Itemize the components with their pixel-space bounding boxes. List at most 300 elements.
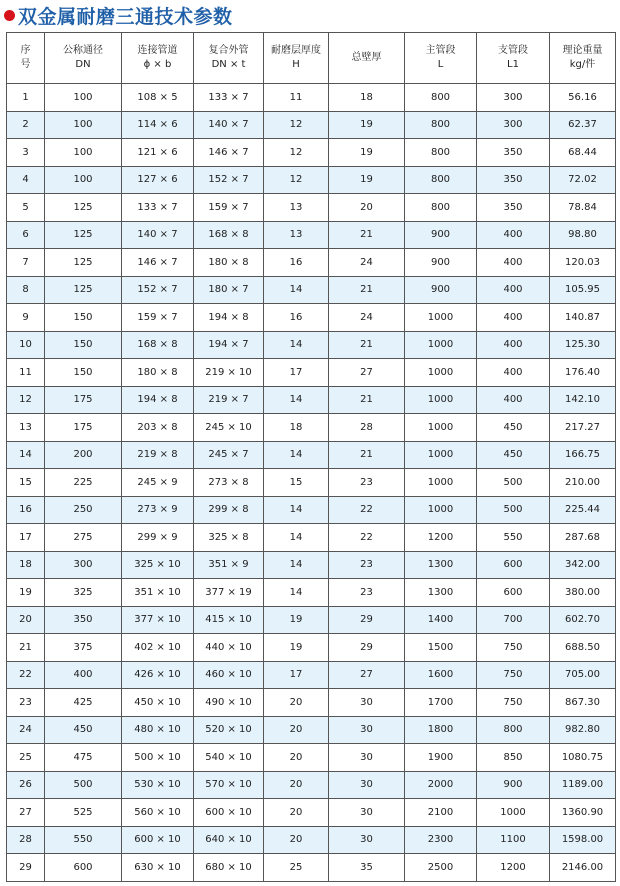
table-cell: 1500 (405, 634, 477, 662)
column-header-line: 耐磨层厚度 (271, 45, 321, 56)
table-cell: 19 (329, 166, 405, 194)
table-cell: 16 (7, 496, 45, 524)
table-cell: 26 (7, 771, 45, 799)
table-cell: 2500 (405, 854, 477, 882)
table-cell: 203 × 8 (122, 414, 194, 442)
table-row (7, 826, 616, 854)
table-cell: 219 × 8 (122, 441, 194, 469)
table-cell: 19 (264, 634, 329, 662)
table-cell: 300 (477, 84, 550, 112)
table-cell: 500 × 10 (122, 744, 194, 772)
table-cell: 24 (7, 716, 45, 744)
table-cell: 176.40 (550, 359, 616, 387)
table-cell: 13 (264, 194, 329, 222)
table-cell: 300 (477, 111, 550, 139)
table-cell: 490 × 10 (194, 689, 264, 717)
table-cell: 17 (264, 661, 329, 689)
table-cell: 400 (477, 304, 550, 332)
table-cell: 540 × 10 (194, 744, 264, 772)
table-cell: 12 (264, 166, 329, 194)
column-header-line: H (292, 59, 300, 70)
table-cell: 1300 (405, 579, 477, 607)
table-cell: 133 × 7 (194, 84, 264, 112)
column-header-line: 主管段 (425, 45, 456, 56)
table-cell: 30 (329, 771, 405, 799)
table-cell: 21 (329, 276, 405, 304)
table-row (7, 689, 616, 717)
table-cell: 450 (45, 716, 122, 744)
table-cell: 22 (329, 496, 405, 524)
table-cell: 98.80 (550, 221, 616, 249)
table-cell: 152 × 7 (194, 166, 264, 194)
table-cell: 105.95 (550, 276, 616, 304)
table-cell: 14 (264, 579, 329, 607)
table-cell: 100 (45, 166, 122, 194)
table-row (7, 771, 616, 799)
table-cell: 273 × 9 (122, 496, 194, 524)
table-cell: 125.30 (550, 331, 616, 359)
table-cell: 500 (477, 469, 550, 497)
table-cell: 1700 (405, 689, 477, 717)
table-row (7, 744, 616, 772)
table-cell: 600 (477, 551, 550, 579)
table-cell: 400 (477, 221, 550, 249)
column-header-line: 公称通径 (63, 45, 103, 56)
table-cell: 146 × 7 (194, 139, 264, 167)
table-row (7, 194, 616, 222)
spec-table (6, 32, 616, 882)
table-cell: 100 (45, 111, 122, 139)
column-header (550, 33, 616, 84)
table-cell: 180 × 7 (194, 276, 264, 304)
table-cell: 570 × 10 (194, 771, 264, 799)
table-cell: 28 (329, 414, 405, 442)
table-cell: 12 (7, 386, 45, 414)
table-cell: 17 (264, 359, 329, 387)
table-cell: 4 (7, 166, 45, 194)
column-header-line: 序 (20, 45, 31, 56)
table-row (7, 716, 616, 744)
table-cell: 19 (329, 111, 405, 139)
column-header-line: DN (75, 59, 91, 70)
table-cell: 800 (405, 194, 477, 222)
table-cell: 351 × 9 (194, 551, 264, 579)
table-cell: 127 × 6 (122, 166, 194, 194)
table-cell: 377 × 10 (122, 606, 194, 634)
table-cell: 2300 (405, 826, 477, 854)
table-cell: 30 (329, 716, 405, 744)
column-header-line: 理论重量 (562, 45, 603, 56)
table-cell: 1000 (405, 304, 477, 332)
table-cell: 62.37 (550, 111, 616, 139)
table-cell: 35 (329, 854, 405, 882)
column-header-line: 连接管道 (137, 45, 178, 56)
table-cell: 142.10 (550, 386, 616, 414)
table-cell: 1200 (405, 524, 477, 552)
table-cell: 900 (405, 276, 477, 304)
table-row (7, 331, 616, 359)
table-cell: 3 (7, 139, 45, 167)
table-cell: 10 (7, 331, 45, 359)
table-row (7, 304, 616, 332)
table-cell: 1600 (405, 661, 477, 689)
column-header-line: 复合外管 (208, 45, 249, 56)
table-cell: 17 (7, 524, 45, 552)
table-row (7, 139, 616, 167)
page-title: 双金属耐磨三通技术参数 (18, 5, 233, 28)
table-cell: 400 (477, 331, 550, 359)
title-bar (4, 2, 233, 28)
table-cell: 800 (405, 139, 477, 167)
table-cell: 750 (477, 689, 550, 717)
table-cell: 120.03 (550, 249, 616, 277)
table-cell: 5 (7, 194, 45, 222)
table-cell: 1400 (405, 606, 477, 634)
table-cell: 450 (477, 414, 550, 442)
table-cell: 350 (45, 606, 122, 634)
table-cell: 217.27 (550, 414, 616, 442)
table-cell: 20 (264, 826, 329, 854)
column-header (45, 33, 122, 84)
table-cell: 245 × 7 (194, 441, 264, 469)
table-cell: 20 (264, 716, 329, 744)
table-cell: 19 (7, 579, 45, 607)
table-cell: 402 × 10 (122, 634, 194, 662)
column-header-line: ϕ × b (143, 59, 172, 70)
table-cell: 550 (45, 826, 122, 854)
column-header-line: L (437, 59, 444, 70)
table-cell: 133 × 7 (122, 194, 194, 222)
table-cell: 225 (45, 469, 122, 497)
column-header (264, 33, 329, 84)
table-cell: 78.84 (550, 194, 616, 222)
table-cell: 688.50 (550, 634, 616, 662)
table-cell: 350 (477, 194, 550, 222)
table-row (7, 469, 616, 497)
table-cell: 480 × 10 (122, 716, 194, 744)
table-cell: 1900 (405, 744, 477, 772)
table-cell: 180 × 8 (194, 249, 264, 277)
table-cell: 500 (45, 771, 122, 799)
table-cell: 14 (264, 524, 329, 552)
table-cell: 30 (329, 689, 405, 717)
table-cell: 400 (477, 386, 550, 414)
table-cell: 68.44 (550, 139, 616, 167)
table-cell: 680 × 10 (194, 854, 264, 882)
table-cell: 15 (264, 469, 329, 497)
table-cell: 21 (329, 221, 405, 249)
table-cell: 1000 (405, 331, 477, 359)
table-cell: 440 × 10 (194, 634, 264, 662)
table-cell: 159 × 7 (122, 304, 194, 332)
table-cell: 14 (7, 441, 45, 469)
table-cell: 1598.00 (550, 826, 616, 854)
table-cell: 20 (329, 194, 405, 222)
table-row (7, 551, 616, 579)
column-header (405, 33, 477, 84)
table-cell: 28 (7, 826, 45, 854)
table-cell: 275 (45, 524, 122, 552)
table-row (7, 524, 616, 552)
table-cell: 194 × 8 (194, 304, 264, 332)
table-cell: 600 × 10 (122, 826, 194, 854)
table-cell: 2146.00 (550, 854, 616, 882)
table-cell: 400 (477, 359, 550, 387)
table-cell: 30 (329, 799, 405, 827)
table-cell: 114 × 6 (122, 111, 194, 139)
column-header-line: L1 (507, 59, 519, 70)
table-cell: 500 (477, 496, 550, 524)
table-cell: 560 × 10 (122, 799, 194, 827)
table-cell: 1000 (405, 441, 477, 469)
table-cell: 27 (329, 359, 405, 387)
column-header-line: 总壁厚 (351, 52, 382, 63)
table-cell: 21 (329, 331, 405, 359)
table-cell: 1100 (477, 826, 550, 854)
table-cell: 168 × 8 (122, 331, 194, 359)
table-cell: 2100 (405, 799, 477, 827)
table-cell: 56.16 (550, 84, 616, 112)
table-cell: 475 (45, 744, 122, 772)
table-cell: 21 (7, 634, 45, 662)
table-cell: 342.00 (550, 551, 616, 579)
table-cell: 800 (405, 166, 477, 194)
table-cell: 426 × 10 (122, 661, 194, 689)
table-cell: 166.75 (550, 441, 616, 469)
table-cell: 219 × 7 (194, 386, 264, 414)
table-cell: 377 × 19 (194, 579, 264, 607)
column-header (477, 33, 550, 84)
table-cell: 299 × 9 (122, 524, 194, 552)
table-row (7, 359, 616, 387)
table-cell: 525 (45, 799, 122, 827)
table-cell: 705.00 (550, 661, 616, 689)
table-cell: 400 (45, 661, 122, 689)
table-cell: 25 (7, 744, 45, 772)
table-cell: 300 (45, 551, 122, 579)
table-cell: 72.02 (550, 166, 616, 194)
table-cell: 168 × 8 (194, 221, 264, 249)
table-cell: 20 (264, 689, 329, 717)
table-cell: 29 (7, 854, 45, 882)
table-cell: 982.80 (550, 716, 616, 744)
table-cell: 24 (329, 304, 405, 332)
table-cell: 450 (477, 441, 550, 469)
table-cell: 14 (264, 441, 329, 469)
table-cell: 175 (45, 414, 122, 442)
table-cell: 100 (45, 84, 122, 112)
table-row (7, 606, 616, 634)
table-cell: 640 × 10 (194, 826, 264, 854)
table-cell: 20 (7, 606, 45, 634)
table-cell: 21 (329, 441, 405, 469)
table-cell: 800 (405, 84, 477, 112)
table-cell: 30 (329, 826, 405, 854)
table-row (7, 441, 616, 469)
table-row (7, 276, 616, 304)
table-cell: 700 (477, 606, 550, 634)
table-cell: 125 (45, 194, 122, 222)
table-cell: 152 × 7 (122, 276, 194, 304)
table-cell: 29 (329, 606, 405, 634)
table-cell: 23 (329, 551, 405, 579)
table-cell: 1 (7, 84, 45, 112)
table-cell: 194 × 8 (122, 386, 194, 414)
table-cell: 1800 (405, 716, 477, 744)
table-row (7, 854, 616, 882)
table-row (7, 496, 616, 524)
table-cell: 250 (45, 496, 122, 524)
table-cell: 325 × 8 (194, 524, 264, 552)
column-header (329, 33, 405, 84)
table-cell: 146 × 7 (122, 249, 194, 277)
table-cell: 400 (477, 276, 550, 304)
table-cell: 18 (264, 414, 329, 442)
table-cell: 140.87 (550, 304, 616, 332)
table-row (7, 799, 616, 827)
table-row (7, 386, 616, 414)
table-cell: 530 × 10 (122, 771, 194, 799)
table-cell: 27 (7, 799, 45, 827)
table-cell: 19 (329, 139, 405, 167)
table-cell: 1189.00 (550, 771, 616, 799)
table-cell: 325 (45, 579, 122, 607)
table-cell: 19 (264, 606, 329, 634)
table-cell: 125 (45, 276, 122, 304)
table-cell: 14 (264, 386, 329, 414)
table-cell: 350 (477, 166, 550, 194)
table-cell: 194 × 7 (194, 331, 264, 359)
table-cell: 602.70 (550, 606, 616, 634)
table-cell: 600 × 10 (194, 799, 264, 827)
table-cell: 12 (264, 139, 329, 167)
table-cell: 800 (405, 111, 477, 139)
table-cell: 12 (264, 111, 329, 139)
table-cell: 18 (7, 551, 45, 579)
column-header (194, 33, 264, 84)
table-cell: 150 (45, 304, 122, 332)
table-cell: 1000 (405, 414, 477, 442)
table-cell: 27 (329, 661, 405, 689)
column-header-line: 号 (20, 59, 31, 70)
table-row (7, 249, 616, 277)
table-cell: 24 (329, 249, 405, 277)
column-header-line: DN × t (211, 59, 246, 70)
table-row (7, 111, 616, 139)
table-cell: 11 (7, 359, 45, 387)
header-row (7, 33, 616, 84)
table-cell: 140 × 7 (122, 221, 194, 249)
table-cell: 150 (45, 359, 122, 387)
table-cell: 350 (477, 139, 550, 167)
table-cell: 30 (329, 744, 405, 772)
table-cell: 125 (45, 249, 122, 277)
table-cell: 1080.75 (550, 744, 616, 772)
table-cell: 1360.90 (550, 799, 616, 827)
table-cell: 800 (477, 716, 550, 744)
table-row (7, 661, 616, 689)
red-dot-icon (4, 10, 15, 21)
table-cell: 550 (477, 524, 550, 552)
table-cell: 20 (264, 799, 329, 827)
table-cell: 750 (477, 661, 550, 689)
table-cell: 900 (477, 771, 550, 799)
table-cell: 273 × 8 (194, 469, 264, 497)
table-row (7, 84, 616, 112)
table-cell: 6 (7, 221, 45, 249)
table-cell: 23 (329, 579, 405, 607)
table-cell: 1000 (405, 469, 477, 497)
table-cell: 14 (264, 496, 329, 524)
table-cell: 750 (477, 634, 550, 662)
table-cell: 8 (7, 276, 45, 304)
table-cell: 2 (7, 111, 45, 139)
table-cell: 180 × 8 (122, 359, 194, 387)
table-cell: 16 (264, 304, 329, 332)
table-cell: 850 (477, 744, 550, 772)
table-cell: 1000 (405, 359, 477, 387)
table-cell: 159 × 7 (194, 194, 264, 222)
table-cell: 13 (7, 414, 45, 442)
table-cell: 325 × 10 (122, 551, 194, 579)
table-cell: 287.68 (550, 524, 616, 552)
table-cell: 900 (405, 249, 477, 277)
table-cell: 425 (45, 689, 122, 717)
table-cell: 140 × 7 (194, 111, 264, 139)
table-cell: 867.30 (550, 689, 616, 717)
table-body (7, 84, 616, 882)
table-cell: 400 (477, 249, 550, 277)
table-cell: 210.00 (550, 469, 616, 497)
table-cell: 22 (329, 524, 405, 552)
table-cell: 219 × 10 (194, 359, 264, 387)
column-header-line: 支管段 (498, 45, 528, 56)
table-cell: 14 (264, 551, 329, 579)
table-cell: 450 × 10 (122, 689, 194, 717)
table-cell: 108 × 5 (122, 84, 194, 112)
table-cell: 20 (264, 771, 329, 799)
table-cell: 1000 (405, 496, 477, 524)
table-cell: 15 (7, 469, 45, 497)
table-cell: 375 (45, 634, 122, 662)
table-row (7, 414, 616, 442)
column-header-line: kg/件 (569, 59, 596, 70)
column-header (122, 33, 194, 84)
table-cell: 1000 (405, 386, 477, 414)
table-cell: 380.00 (550, 579, 616, 607)
table-cell: 900 (405, 221, 477, 249)
table-cell: 14 (264, 276, 329, 304)
table-header (7, 33, 616, 84)
table-cell: 14 (264, 331, 329, 359)
table-cell: 13 (264, 221, 329, 249)
table-cell: 415 × 10 (194, 606, 264, 634)
table-cell: 25 (264, 854, 329, 882)
table-cell: 245 × 9 (122, 469, 194, 497)
table-row (7, 634, 616, 662)
table-cell: 2000 (405, 771, 477, 799)
table-cell: 23 (329, 469, 405, 497)
table-row (7, 166, 616, 194)
table-cell: 29 (329, 634, 405, 662)
table-cell: 600 (477, 579, 550, 607)
table-cell: 125 (45, 221, 122, 249)
table-row (7, 221, 616, 249)
table-cell: 7 (7, 249, 45, 277)
table-cell: 520 × 10 (194, 716, 264, 744)
table-cell: 175 (45, 386, 122, 414)
table-cell: 16 (264, 249, 329, 277)
